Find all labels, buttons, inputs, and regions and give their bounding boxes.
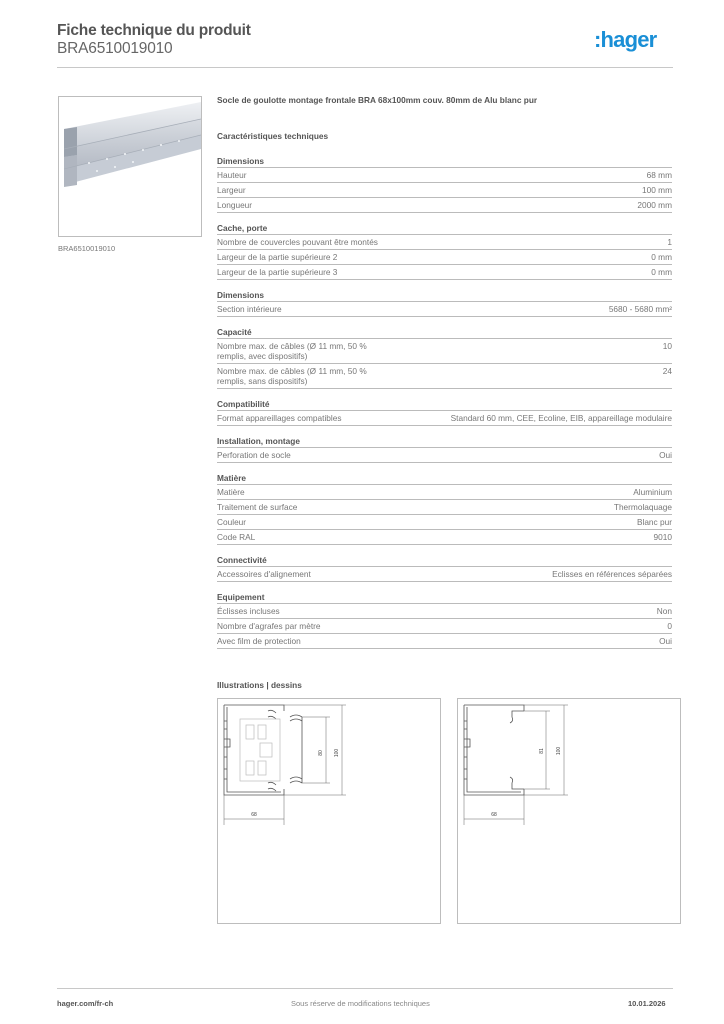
footer-website-link[interactable]: hager.com/fr-ch [57,999,114,1008]
spec-group-title: Cache, porte [217,222,672,235]
technical-drawing-with-device [217,698,441,924]
footer-divider [57,988,673,989]
spec-value: 0 [667,621,672,631]
spec-row [217,168,672,183]
spec-row [217,250,672,265]
spec-group-title: Equipement [217,591,672,604]
spec-value: Non [656,606,672,616]
spec-label: Hauteur [217,170,247,180]
hager-logo: :hager [594,27,657,52]
spec-group-title: Dimensions [217,289,672,302]
spec-row [217,448,672,463]
spec-row [217,339,672,364]
product-description: Socle de goulotte montage frontale BRA 68x100mm couv. 80mm de Alu blanc pur [217,95,538,105]
spec-label: Couleur [217,517,247,527]
spec-group-title: Capacité [217,326,672,339]
spec-value: 24 [662,366,672,376]
illustrations-title: Illustrations | dessins [217,680,302,690]
spec-label: Format appareillages compatibles [217,413,342,423]
spec-value: Standard 60 mm, CEE, Ecoline, EIB, appareillage modulaire [450,413,672,423]
spec-label: Longueur [217,200,253,210]
spec-label: Largeur de la partie supérieure 3 [217,267,338,277]
spec-row [217,604,672,619]
spec-label: Nombre max. de câbles (Ø 11 mm, 50 % remplis, avec dispositifs) [217,341,367,361]
product-reference: BRA6510019010 [57,40,173,57]
spec-group-cover [217,222,672,280]
spec-label: Éclisses incluses [217,606,280,616]
spec-value: Oui [659,636,672,646]
spec-group-dimensions [217,155,672,213]
spec-group-title: Matière [217,472,672,485]
spec-label: Nombre d'agrafes par mètre [217,621,321,631]
spec-value: 100 mm [642,185,672,195]
outer-height-dimension: 100 [556,746,562,756]
spec-value: Oui [659,450,672,460]
spec-row [217,364,672,389]
spec-group-inner-dimensions [217,289,672,317]
spec-row [217,235,672,250]
spec-group-title: Dimensions [217,155,672,168]
spec-row [217,183,672,198]
spec-label: Avec film de protection [217,636,301,646]
spec-label: Section intérieure [217,304,282,314]
spec-group-installation [217,435,672,463]
spec-row [217,411,672,426]
spec-value: Thermolaquage [613,502,672,512]
spec-label: Nombre de couvercles pouvant être montés [217,237,378,247]
spec-row [217,500,672,515]
outer-height-dimension: 100 [334,748,340,758]
spec-value: 1 [667,237,672,247]
spec-value: 9010 [653,532,672,542]
inner-height-dimension: 81 [539,748,545,754]
spec-value: 10 [662,341,672,351]
width-dimension: 68 [491,812,497,818]
spec-value: Aluminium [633,487,672,497]
technical-drawing-base [457,698,681,924]
product-image-caption: BRA6510019010 [58,244,116,253]
spec-value: 2000 mm [637,200,672,210]
spec-group-capacity [217,326,672,389]
spec-row [217,302,672,317]
spec-value: 68 mm [646,170,672,180]
footer-notice: Sous réserve de modifications techniques [291,999,430,1008]
spec-row [217,515,672,530]
width-dimension: 68 [251,812,257,818]
spec-label: Largeur de la partie supérieure 2 [217,252,338,262]
spec-value: 0 mm [651,267,672,277]
trunking-cross-section-icon [218,699,440,923]
spec-row [217,265,672,280]
spec-label: Accessoires d'alignement [217,569,311,579]
spec-value: 0 mm [651,252,672,262]
spec-row [217,619,672,634]
spec-group-title: Installation, montage [217,435,672,448]
specs-section-title: Caractéristiques techniques [217,131,329,141]
spec-row [217,567,672,582]
spec-value: 5680 - 5680 mm² [608,304,672,314]
document-title: Fiche technique du produit [57,22,251,39]
spec-label: Largeur [217,185,246,195]
spec-label: Perforation de socle [217,450,291,460]
spec-label: Matière [217,487,245,497]
spec-group-connectivity [217,554,672,582]
spec-label: Traitement de surface [217,502,298,512]
spec-value: Eclisses en références séparées [552,569,672,579]
spec-row [217,530,672,545]
header-divider [57,67,673,68]
trunking-base-cross-section-icon [458,699,680,923]
product-image [58,96,202,237]
spec-group-title: Connectivité [217,554,672,567]
spec-row [217,634,672,649]
spec-group-material [217,472,672,545]
spec-row [217,485,672,500]
spec-label: Nombre max. de câbles (Ø 11 mm, 50 % remplis, sans dispositifs) [217,366,367,386]
spec-group-equipment [217,591,672,649]
spec-label: Code RAL [217,532,256,542]
inner-height-dimension: 80 [318,750,324,756]
spec-group-title: Compatibilité [217,398,672,411]
technical-specs [217,155,672,658]
cable-trunking-icon [59,97,201,236]
spec-row [217,198,672,213]
spec-value: Blanc pur [636,517,672,527]
footer-date: 10.01.2026 [628,999,666,1008]
spec-group-compatibility [217,398,672,426]
